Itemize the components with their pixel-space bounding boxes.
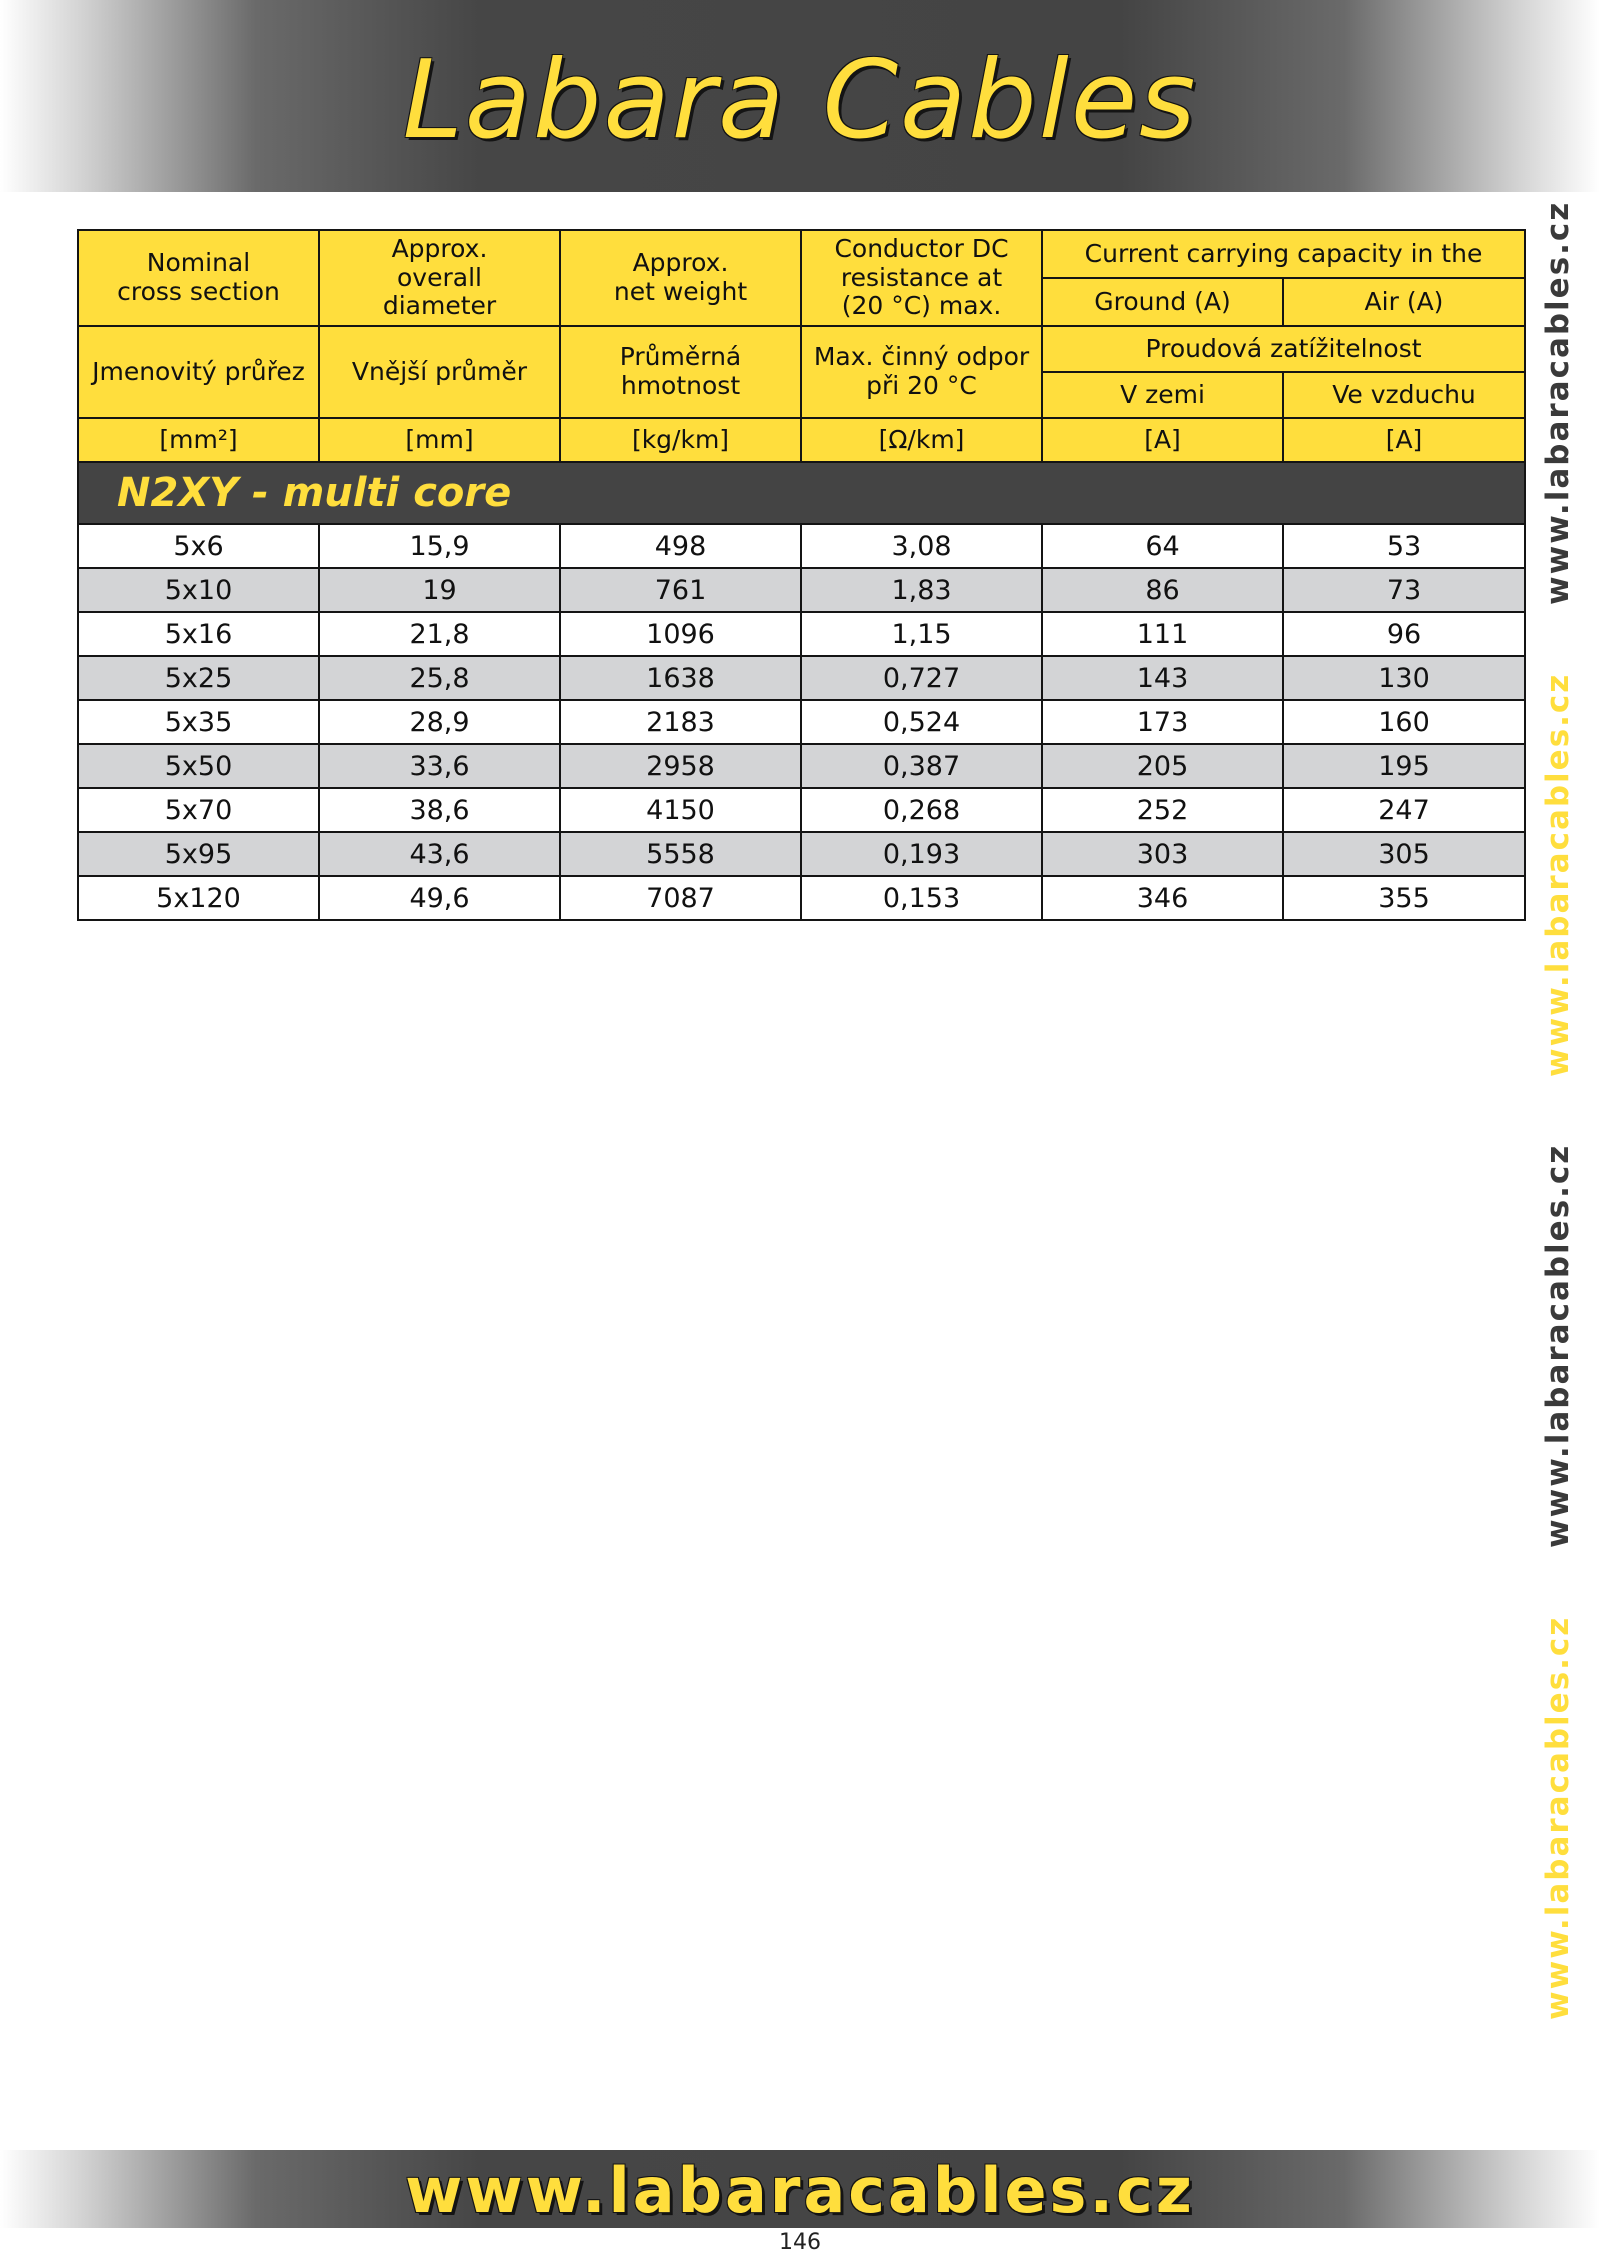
table-cell: 303 <box>1042 832 1283 876</box>
table-cell: 346 <box>1042 876 1283 920</box>
table-cell: 761 <box>560 568 801 612</box>
section-title: N2XY - multi core <box>78 462 1525 524</box>
side-url: www.labaracables.cz <box>1540 200 1576 605</box>
table-cell: 1096 <box>560 612 801 656</box>
table-cell: 0,268 <box>801 788 1042 832</box>
table-body <box>78 524 1525 920</box>
header-capacity-cz: Proudová zatížitelnost <box>1042 326 1525 372</box>
unit-cell: [kg/km] <box>560 418 801 462</box>
table-cell: 130 <box>1283 656 1525 700</box>
table-cell: 86 <box>1042 568 1283 612</box>
table-cell: 2183 <box>560 700 801 744</box>
header-weight-cz: Průměrná hmotnost <box>560 326 801 418</box>
table-row <box>78 568 1525 612</box>
table-cell: 4150 <box>560 788 801 832</box>
side-url: www.labaracables.cz <box>1540 1143 1576 1548</box>
table-cell: 5x35 <box>78 700 319 744</box>
table-cell: 33,6 <box>319 744 560 788</box>
table-cell: 28,9 <box>319 700 560 744</box>
header-air-cz: Ve vzduchu <box>1283 372 1525 418</box>
table-cell: 1638 <box>560 656 801 700</box>
table-cell: 7087 <box>560 876 801 920</box>
table-cell: 5x70 <box>78 788 319 832</box>
table-cell: 0,193 <box>801 832 1042 876</box>
table-cell: 173 <box>1042 700 1283 744</box>
table-cell: 5558 <box>560 832 801 876</box>
header-ground-cz: V zemi <box>1042 372 1283 418</box>
table-cell: 0,727 <box>801 656 1042 700</box>
table-cell: 21,8 <box>319 612 560 656</box>
table-cell: 43,6 <box>319 832 560 876</box>
table-cell: 38,6 <box>319 788 560 832</box>
table-cell: 160 <box>1283 700 1525 744</box>
unit-cell: [mm²] <box>78 418 319 462</box>
table-cell: 5x25 <box>78 656 319 700</box>
table-cell: 1,15 <box>801 612 1042 656</box>
table-row <box>78 832 1525 876</box>
side-url: www.labaracables.cz <box>1540 1615 1576 2020</box>
header-ground-en: Ground (A) <box>1042 278 1283 326</box>
table-cell: 498 <box>560 524 801 568</box>
table-row <box>78 656 1525 700</box>
table-cell: 5x95 <box>78 832 319 876</box>
header-diameter-en: Approx. overall diameter <box>319 230 560 326</box>
brand-logo: Labara Cables <box>402 38 1198 163</box>
table-cell: 5x6 <box>78 524 319 568</box>
cable-spec-table <box>77 229 1526 921</box>
header-diameter-cz: Vnější průměr <box>319 326 560 418</box>
table-cell: 49,6 <box>319 876 560 920</box>
table-cell: 143 <box>1042 656 1283 700</box>
side-url: www.labaracables.cz <box>1540 672 1576 1077</box>
table-row <box>78 788 1525 832</box>
header-air-en: Air (A) <box>1283 278 1525 326</box>
table-cell: 2958 <box>560 744 801 788</box>
table-cell: 0,524 <box>801 700 1042 744</box>
table-row <box>78 700 1525 744</box>
footer-url: www.labaracables.cz <box>405 2154 1195 2227</box>
table-cell: 25,8 <box>319 656 560 700</box>
table-cell: 0,387 <box>801 744 1042 788</box>
table-cell: 5x16 <box>78 612 319 656</box>
table-cell: 195 <box>1283 744 1525 788</box>
table-cell: 5x120 <box>78 876 319 920</box>
table-cell: 305 <box>1283 832 1525 876</box>
header-resistance-en: Conductor DC resistance at (20 °C) max. <box>801 230 1042 326</box>
table-cell: 73 <box>1283 568 1525 612</box>
header-nominal-cz: Jmenovitý průřez <box>78 326 319 418</box>
table-cell: 247 <box>1283 788 1525 832</box>
table-cell: 252 <box>1042 788 1283 832</box>
header-nominal-en: Nominal cross section <box>78 230 319 326</box>
table-cell: 0,153 <box>801 876 1042 920</box>
header-weight-en: Approx. net weight <box>560 230 801 326</box>
table-cell: 53 <box>1283 524 1525 568</box>
table-cell: 3,08 <box>801 524 1042 568</box>
table-row <box>78 876 1525 920</box>
unit-cell: [A] <box>1042 418 1283 462</box>
table-row <box>78 744 1525 788</box>
table-cell: 15,9 <box>319 524 560 568</box>
table-row <box>78 612 1525 656</box>
page-number: 146 <box>779 2230 821 2255</box>
table-cell: 5x50 <box>78 744 319 788</box>
unit-cell: [A] <box>1283 418 1525 462</box>
table-row <box>78 524 1525 568</box>
table-cell: 111 <box>1042 612 1283 656</box>
unit-cell: [mm] <box>319 418 560 462</box>
unit-cell: [Ω/km] <box>801 418 1042 462</box>
header-capacity-en: Current carrying capacity in the <box>1042 230 1525 278</box>
table-cell: 64 <box>1042 524 1283 568</box>
table-cell: 205 <box>1042 744 1283 788</box>
header-resistance-cz: Max. činný odpor při 20 °C <box>801 326 1042 418</box>
table-cell: 355 <box>1283 876 1525 920</box>
table-cell: 96 <box>1283 612 1525 656</box>
table-cell: 19 <box>319 568 560 612</box>
table-cell: 1,83 <box>801 568 1042 612</box>
table-cell: 5x10 <box>78 568 319 612</box>
